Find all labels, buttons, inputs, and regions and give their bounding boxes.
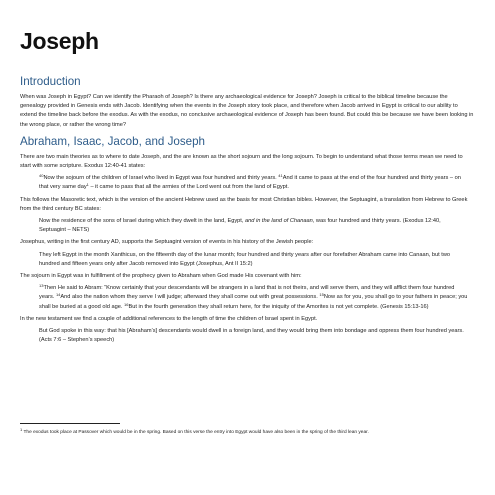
footnote-marker: 1 [20, 427, 23, 432]
paragraph-sojourn-theories: There are two main theories as to where to date Joseph, and the are known as the short sojourn and the long sojourn. To begin to understand what those terms mean we need to start with some scripture. Exodus 12:40-41 states: [20, 153, 463, 170]
verse-number: 40 [39, 173, 44, 179]
quote-text: But in the fourth generation they shall return here, for the iniquity of the Amorites is not yet complete. (Genesis 15:13-16) [128, 303, 429, 310]
quote-genesis-15 [39, 284, 469, 312]
quote-text: And it came to pass at the end of the four hundred and thirty years – on that very same day [39, 175, 461, 191]
quote-acts-7: But God spoke in this way: that his [Abraham’s] descendants would dwell in a foreign land, and they would bring them into bondage and oppress them four hundred years. (Acts 7:6 – Stephen’s speech) [39, 328, 464, 344]
verse-number: 15 [319, 292, 324, 298]
quote-text: Now as for you, you shall go to your fathers in peace; you shall be buried at a good old age. [39, 294, 468, 310]
quote-text: Now the residence of the sons of Israel during which they dwelt in the land, Egypt, [39, 218, 245, 225]
quote-septuagint [39, 217, 469, 235]
quote-exodus-12 [39, 174, 469, 192]
verse-number: 41 [278, 173, 283, 179]
paragraph-josephus: Josephus, writing in the first century AD, supports the Septuagint version of events in his history of the Jewish people: [20, 239, 314, 246]
quote-emphasis: and in the land of Chanaan [245, 218, 313, 225]
footnote-text: The exodus took place at Passover which would be in the spring. Based on this verse the entry into Egypt would have also been in the spring of the third lean year. [22, 430, 369, 435]
paragraph-prophecy: The sojourn in Egypt was in fulfillment of the prophecy given to Abraham when God made His covenant with him: [20, 273, 302, 280]
quote-text: , was four hundred and thirty years. (Exodus 12:40, Septuagint – NETS) [39, 218, 441, 234]
quote-text: Then He said to Abram: “Know certainly that your descendants will be strangers in a land that is not theirs, and will serve them, and they will afflict them four hundred years. [39, 285, 455, 301]
introduction-heading: Introduction [20, 75, 81, 88]
introduction-paragraph: When was Joseph in Egypt? Can we identify the Pharaoh of Joseph? Is there any archaeological evidence for Joseph? Joseph is critical to the biblical timeline because the genealogy provided in Genesis ends with Jacob. Identifying when the events in the Joseph story took place, and therefore when Jacob arrived in Egypt is critical to our ability to extend the timeline back before the exodus. As with the exodus, no conclusive archaeological evidence of Joseph has been found. But could this be because we have been looking in the wrong place, or rather the wrong time? [20, 94, 474, 128]
verse-number: 13 [39, 283, 44, 289]
quote-text: – it came to pass that all the armies of the Lord went out from the land of Egypt. [88, 184, 289, 191]
verse-number: 16 [124, 301, 129, 307]
verse-number: 14 [55, 292, 61, 298]
section-heading: Abraham, Isaac, Jacob, and Joseph [20, 134, 205, 148]
paragraph-masoretic: This follows the Masoretic text, which is the version of the ancient Hebrew used as the basis for most Christian bibles. However, the Septuagint, a translation from Hebrew to Greek from the third century BC states: [20, 196, 468, 212]
quote-josephus: They left Egypt in the month Xanthicus, on the fifteenth day of the lunar month; four hundred and thirty years after our forefather Abraham came into Canaan, but two hundred and fifteen years only after Jacob removed into Egypt (Josephus, Ant II 15:2) [39, 251, 451, 267]
quote-text: And also the nation whom they serve I will judge; afterward they shall come out with great possessions. [60, 294, 320, 301]
quote-text: Now the sojourn of the children of Israel who lived in Egypt was four hundred and thirty years. [43, 175, 279, 182]
paragraph-new-testament: In the new testament we find a couple of additional references to the length of time the children of Israel spent in Egypt. [20, 315, 318, 322]
page-title: Joseph [20, 28, 99, 54]
footnote-divider [20, 423, 120, 424]
footnote [20, 429, 480, 436]
footnote-reference[interactable]: 1 [86, 182, 89, 188]
